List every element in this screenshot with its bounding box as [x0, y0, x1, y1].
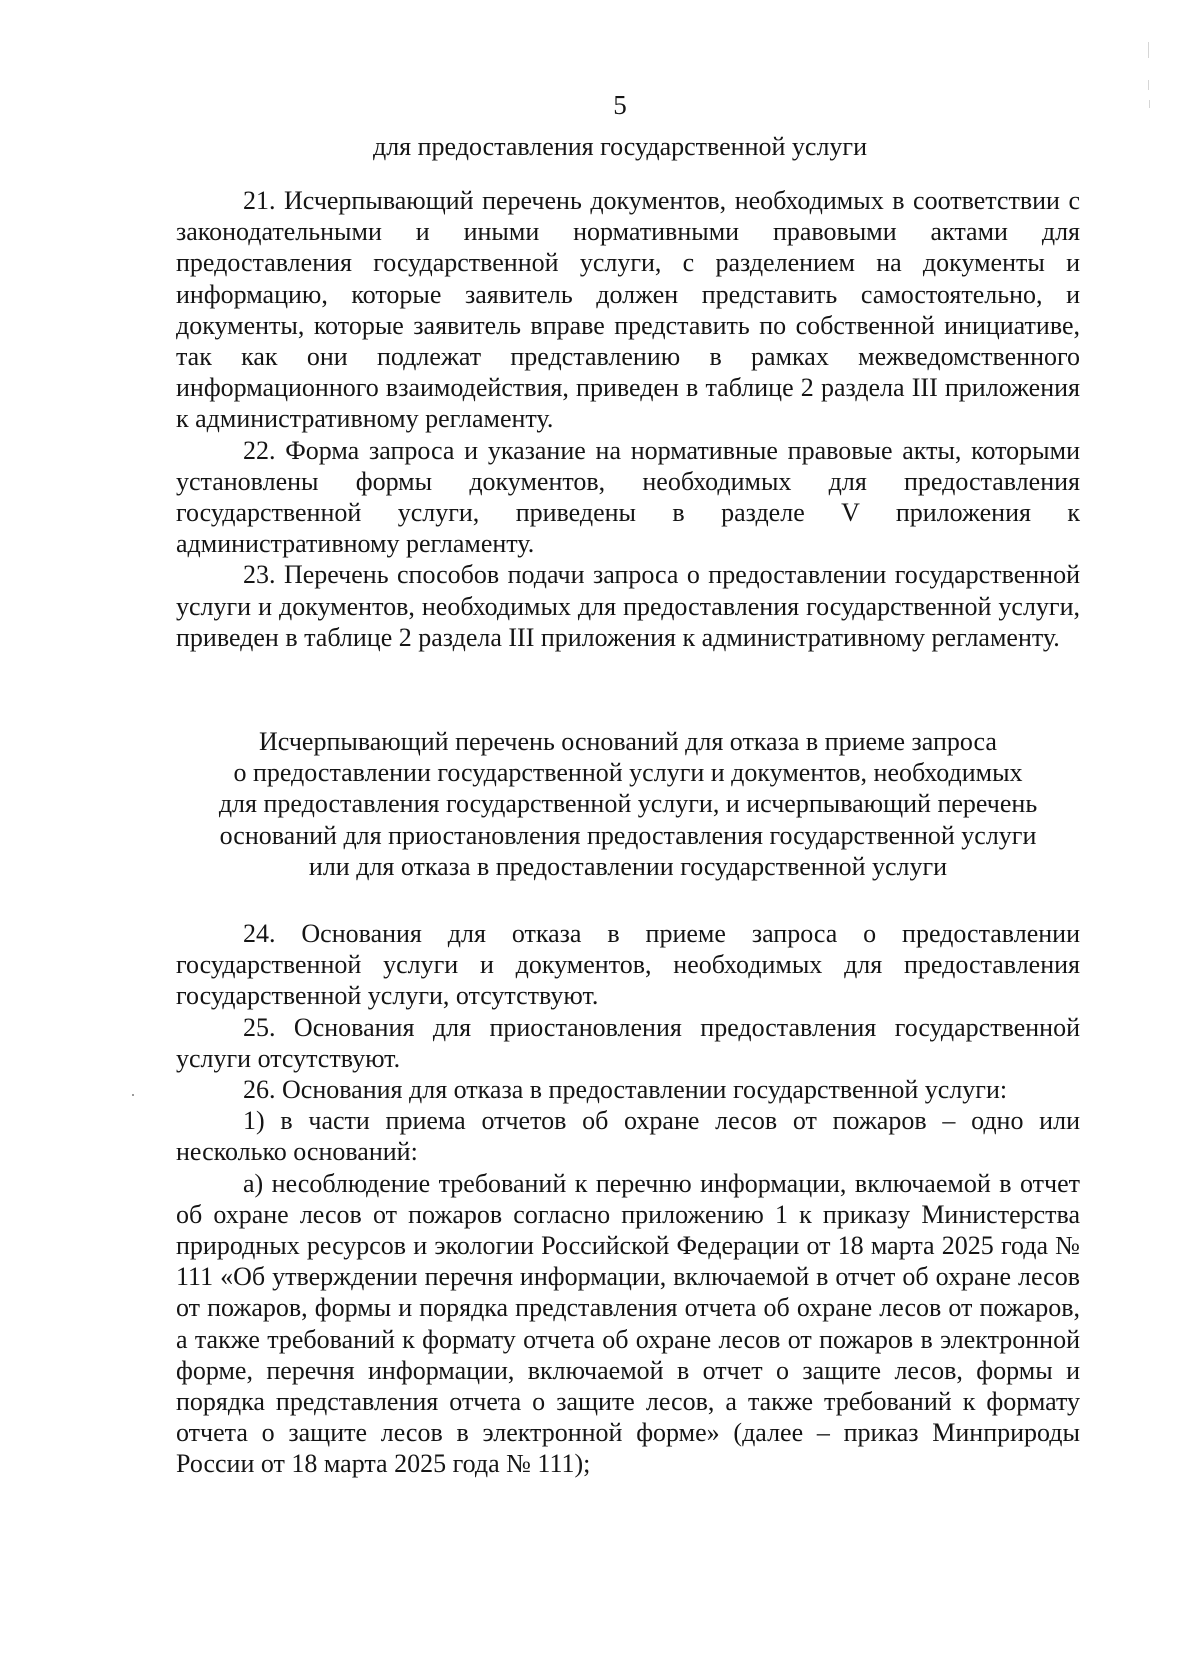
paragraph-22: 22. Форма запроса и указание на нормативные правовые акты, которыми установлены формы документов, необходимых для предоставления государственной услуги, приведены в разделе V приложения к административному регламенту. [176, 435, 1080, 559]
paragraph-26-item-1: 1) в части приема отчетов об охране лесов от пожаров – одно или несколько оснований: [176, 1106, 1080, 1167]
paragraph-21: 21. Исчерпывающий перечень документов, необходимых в соответствии с законодательными и иными нормативными правовыми актами для предоставления государственной услуги, с разделением на документы и информацию, которые заявитель должен представить самостоятельно, и документы, которые заявитель вправе представить по собственной инициативе, так как они подлежат представлению в рамках межведомственного информационного взаимодействия, приведен в таблице 2 раздела III приложения к административному регламенту. [176, 186, 1080, 434]
paragraph-26: 26. Основания для отказа в предоставлении государственной услуги: [243, 1075, 1008, 1105]
paragraph-24: 24. Основания для отказа в приеме запроса о предоставлении государственной услуги и документов, необходимых для предоставления государственной услуги, отсутствуют. [176, 919, 1080, 1011]
section-heading-line: оснований для приостановления предоставления государственной услуги [219, 820, 1037, 850]
paragraph-23: 23. Перечень способов подачи запроса о предоставлении государственной услуги и документов, необходимых для предоставления государственной услуги, приведен в таблице 2 раздела III приложения к административному регламенту. [176, 560, 1080, 652]
section-heading [170, 726, 1086, 882]
section-heading-line: или для отказа в предоставлении государственной услуги [308, 851, 948, 881]
paragraph-26-item-1-a: а) несоблюдение требований к перечню информации, включаемой в отчет об охране лесов от пожаров согласно приложению 1 к приказу Министерства природных ресурсов и экологии Российской Федерации от 18 марта 2025 года № 111 «Об утверждении перечня информации, включаемой в отчет об охране лесов от пожаров, формы и порядка представления отчета об охране лесов от пожаров, а также требований к формату отчета об охране лесов от пожаров в электронной форме, перечня информации, включаемой в отчет о защите лесов, формы и порядка представления отчета о защите лесов, а также требований к формату отчета о защите лесов в электронной форме» (далее – приказ Минприроды России от 18 марта 2025 года № 111); [176, 1168, 1080, 1479]
paragraphs-24-26 [176, 918, 1080, 1480]
scan-margin-mark [1148, 42, 1149, 58]
scan-speck [132, 1094, 134, 1096]
section-heading-continuation: для предоставления государственной услуги [372, 132, 868, 161]
section-heading-line: о предоставлении государственной услуги и документов, необходимых [233, 758, 1023, 788]
paragraph-25: 25. Основания для приостановления предоставления государственной услуги отсутствуют. [176, 1012, 1080, 1073]
section-heading-line: Исчерпывающий перечень оснований для отказа в приеме запроса [259, 727, 997, 756]
paragraphs-21-23 [176, 185, 1080, 653]
section-heading-line: для предоставления государственной услуги, и исчерпывающий перечень [218, 789, 1038, 819]
page-number: 5 [613, 90, 627, 120]
